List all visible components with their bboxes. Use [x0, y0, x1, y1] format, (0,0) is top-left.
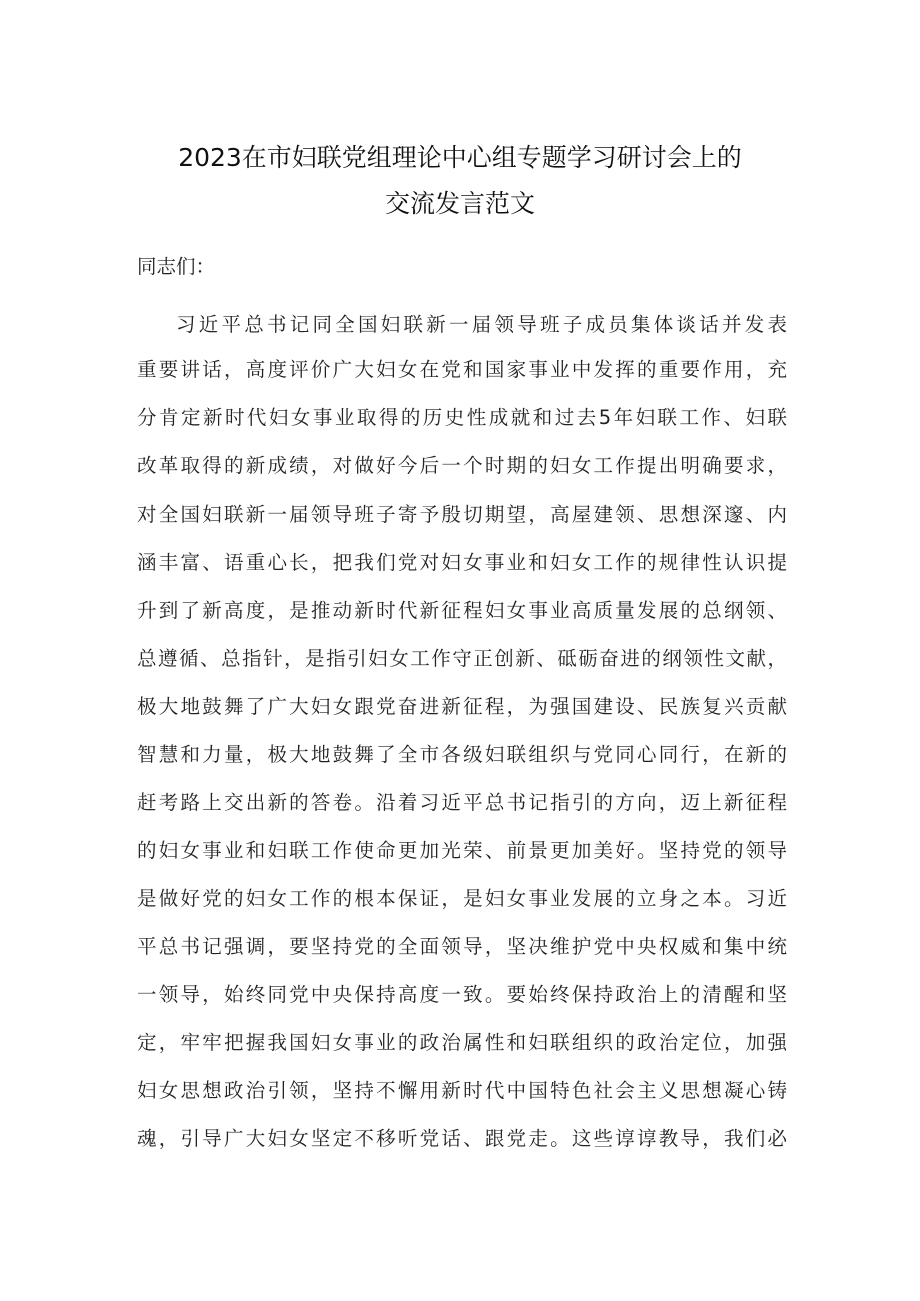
body-line: 赶考路上交出新的答卷。沿着习近平总书记指引的方向，迈上新征程	[137, 791, 787, 814]
body-line: 智慧和力量，极大地鼓舞了全市各级妇联组织与党同心同行，在新的	[137, 743, 787, 766]
body-line: 妇女思想政治引领，坚持不懈用新时代中国特色社会主义思想凝心铸	[137, 1079, 787, 1102]
body-line: 魂，引导广大妇女坚定不移听党话、跟党走。这些谆谆教导，我们必	[137, 1127, 787, 1150]
body-line: 平总书记强调，要坚持党的全面领导，坚决维护党中央权威和集中统	[137, 935, 787, 958]
body-line: 重要讲话，高度评价广大妇女在党和国家事业中发挥的重要作用，充	[137, 358, 787, 381]
body-line: 改革取得的新成绩，对做好今后一个时期的妇女工作提出明确要求，	[137, 454, 787, 477]
body-line: 对全国妇联新一届领导班子寄予殷切期望，高屋建领、思想深邃、内	[137, 503, 787, 526]
body-line: 习近平总书记同全国妇联新一届领导班子成员集体谈话并发表	[176, 313, 787, 336]
body-line: 一领导，始终同党中央保持高度一致。要始终保持政治上的清醒和坚	[137, 983, 787, 1006]
body-line: 总遵循、总指针，是指引妇女工作守正创新、砥砺奋进的纲领性文献，	[137, 647, 787, 670]
document-title-line-2: 交流发言范文	[384, 189, 535, 218]
body-line: 分肯定新时代妇女事业取得的历史性成就和过去5年妇联工作、妇联	[137, 406, 787, 429]
body-line: 的妇女事业和妇联工作使命更加光荣、前景更加美好。坚持党的领导	[137, 839, 787, 862]
body-line: 升到了新高度，是推动新时代新征程妇女事业高质量发展的总纲领、	[137, 599, 787, 622]
body-line: 是做好党的妇女工作的根本保证，是妇女事业发展的立身之本。习近	[137, 887, 787, 910]
body-line: 定，牢牢把握我国妇女事业的政治属性和妇联组织的政治定位，加强	[137, 1031, 787, 1054]
document-title-line-1: 2023在市妇联党组理论中心组专题学习研讨会上的	[178, 143, 742, 172]
body-line: 涵丰富、语重心长，把我们党对妇女事业和妇女工作的规律性认识提	[137, 551, 787, 574]
body-line: 极大地鼓舞了广大妇女跟党奋进新征程，为强国建设、民族复兴贡献	[137, 695, 787, 718]
salutation: 同志们：	[137, 255, 216, 278]
